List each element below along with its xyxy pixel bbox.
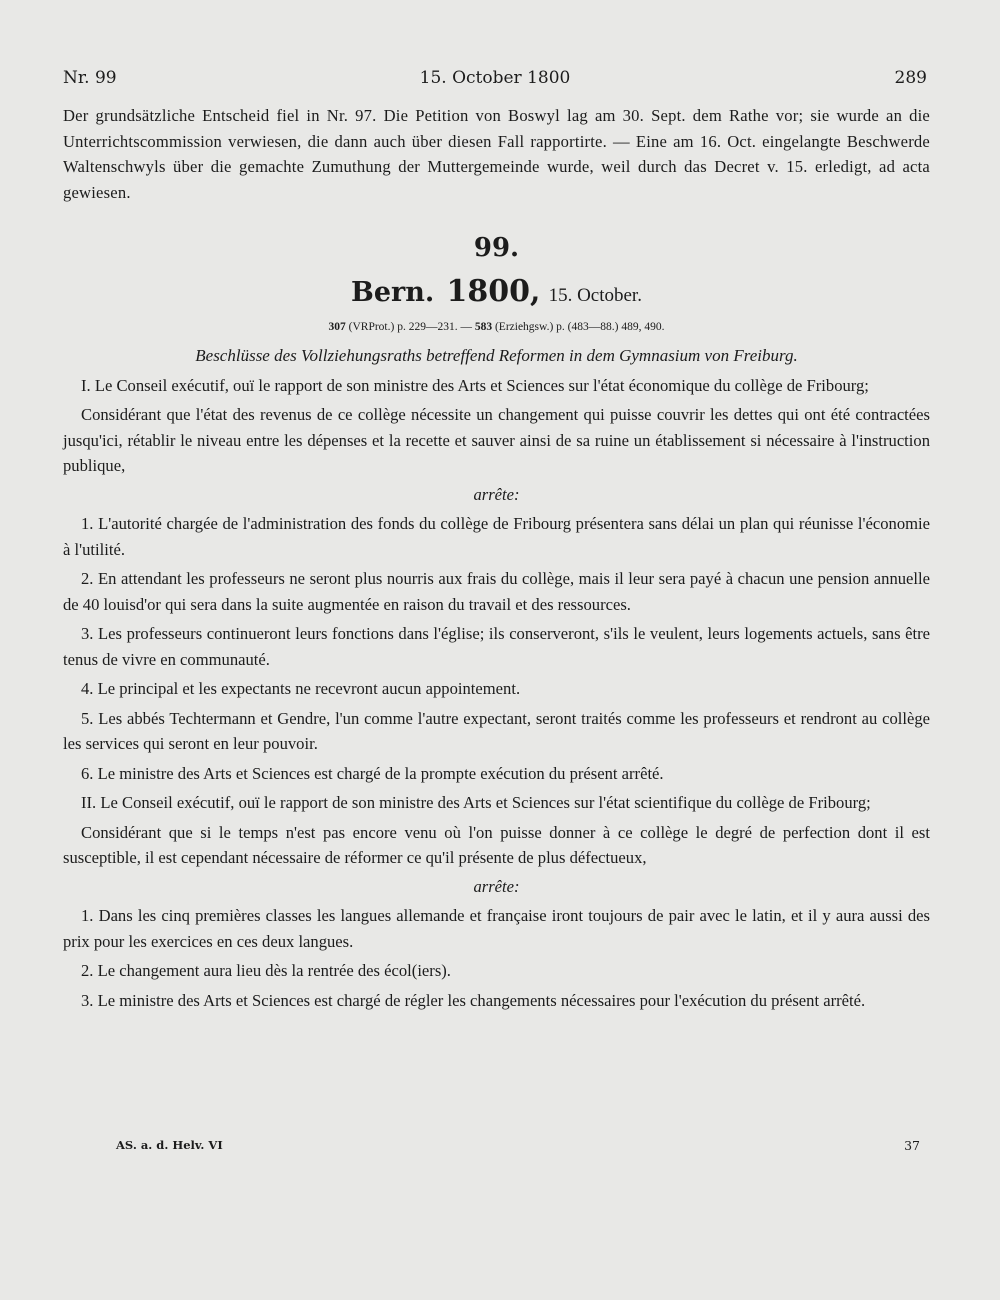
- reference-text-2: (Erziehgsw.) p. (483—88.) 489, 490.: [492, 321, 665, 333]
- section1-considerant: Considérant que l'état des revenus de ce collège nécessite un changement qui puisse couvrir les dettes qui ont été contractées jusqu'ici, rétablir le niveau entre les dépenses et la recette et sauver ainsi de sa ruine un établissement si nécessaire à l'instruction publique,: [63, 405, 930, 475]
- reference-text-1: (VRProt.) p. 229—231. —: [345, 321, 475, 333]
- document-place: Bern.: [351, 277, 435, 308]
- section2-resolve: arrête:: [473, 876, 520, 896]
- footer-series-signature: AS. a. d. Helv. VI: [116, 1138, 223, 1152]
- header-date: 15. October 1800: [419, 68, 571, 88]
- running-header: [63, 68, 927, 96]
- section2-considerant: Considérant que si le temps n'est pas encore venu où l'on puisse donner à ce collège le degré de perfection dont il est susceptible, il est cependant nécessaire de réformer ce qu'il présente de plus défectueux,: [63, 822, 930, 867]
- document-year: 1800,: [446, 274, 541, 309]
- document-number: 99.: [473, 233, 520, 263]
- header-document-number: Nr. 99: [63, 68, 117, 88]
- section2-article-3: 3. Le ministre des Arts et Sciences est chargé de régler les changements nécessaires pour l'exécution du présent arrêté.: [81, 990, 866, 1010]
- section1-article-4: 4. Le principal et les expectants ne recevront aucun appointement.: [81, 679, 521, 698]
- reference-number-2: 583: [474, 321, 493, 333]
- footer-sheet-number: 37: [904, 1138, 920, 1153]
- section1-preamble: I. Le Conseil exécutif, ouï le rapport de son ministre des Arts et Sciences sur l'état économique du collège de Fribourg;: [81, 375, 869, 395]
- place-date-line: [63, 274, 930, 311]
- section1-article-6: 6. Le ministre des Arts et Sciences est chargé de la prompte exécution du présent arrêté.: [81, 763, 664, 783]
- section1-article-5: 5. Les abbés Techtermann et Gendre, l'un comme l'autre expectant, seront traités comme les professeurs et rendront au collège les services qui seront en leur pouvoir.: [63, 708, 930, 753]
- document-date: 15. October.: [548, 285, 642, 306]
- section1-resolve: arrête:: [473, 484, 520, 504]
- document-subject: Beschlüsse des Vollziehungsraths betreffend Reformen in dem Gymnasium von Freiburg.: [195, 346, 798, 365]
- section1-article-3: 3. Les professeurs continueront leurs fonctions dans l'église; ils conserveront, s'ils le veulent, leurs logements actuels, sans être tenus de vivre en communauté.: [63, 624, 930, 669]
- page-body: [63, 103, 930, 1013]
- reference-number-1: 307: [328, 321, 346, 333]
- section2-preamble: II. Le Conseil exécutif, ouï le rapport de son ministre des Arts et Sciences sur l'état scientifique du collège de Fribourg;: [81, 793, 871, 812]
- header-page-number: 289: [894, 68, 927, 88]
- section2-article-2: 2. Le changement aura lieu dès la rentrée des écol(iers).: [81, 961, 451, 980]
- intro-paragraph: Der grundsätzliche Entscheid fiel in Nr. 97. Die Petition von Boswyl lag am 30. Sept. dem Rathe vor; sie wurde an die Unterrichtscommission verwiesen, die dann auch über diesen Fall rapportirte. — Eine am 16. Oct. eingelangte Beschwerde Waltenschwyls über die gemachte Zumuthung der Muttergemeinde wurde, weil durch das Decret v. 15. erledigt, ad acta gewiesen.: [63, 106, 930, 202]
- section1-article-1: 1. L'autorité chargée de l'administration des fonds du collège de Fribourg présentera sans délai un plan qui réunisse l'économie à l'utilité.: [63, 514, 930, 559]
- archive-references: [63, 319, 930, 335]
- section1-article-2: 2. En attendant les professeurs ne seront plus nourris aux frais du collège, mais il leur sera payé à chacun une pension annuelle de 40 louisd'or qui sera dans la suite augmentée en raison du travail et des ressources.: [63, 569, 930, 614]
- section2-article-1: 1. Dans les cinq premières classes les langues allemande et française iront toujours de pair avec le latin, et il y aura aussi des prix pour les exercices en ces deux langues.: [63, 906, 930, 951]
